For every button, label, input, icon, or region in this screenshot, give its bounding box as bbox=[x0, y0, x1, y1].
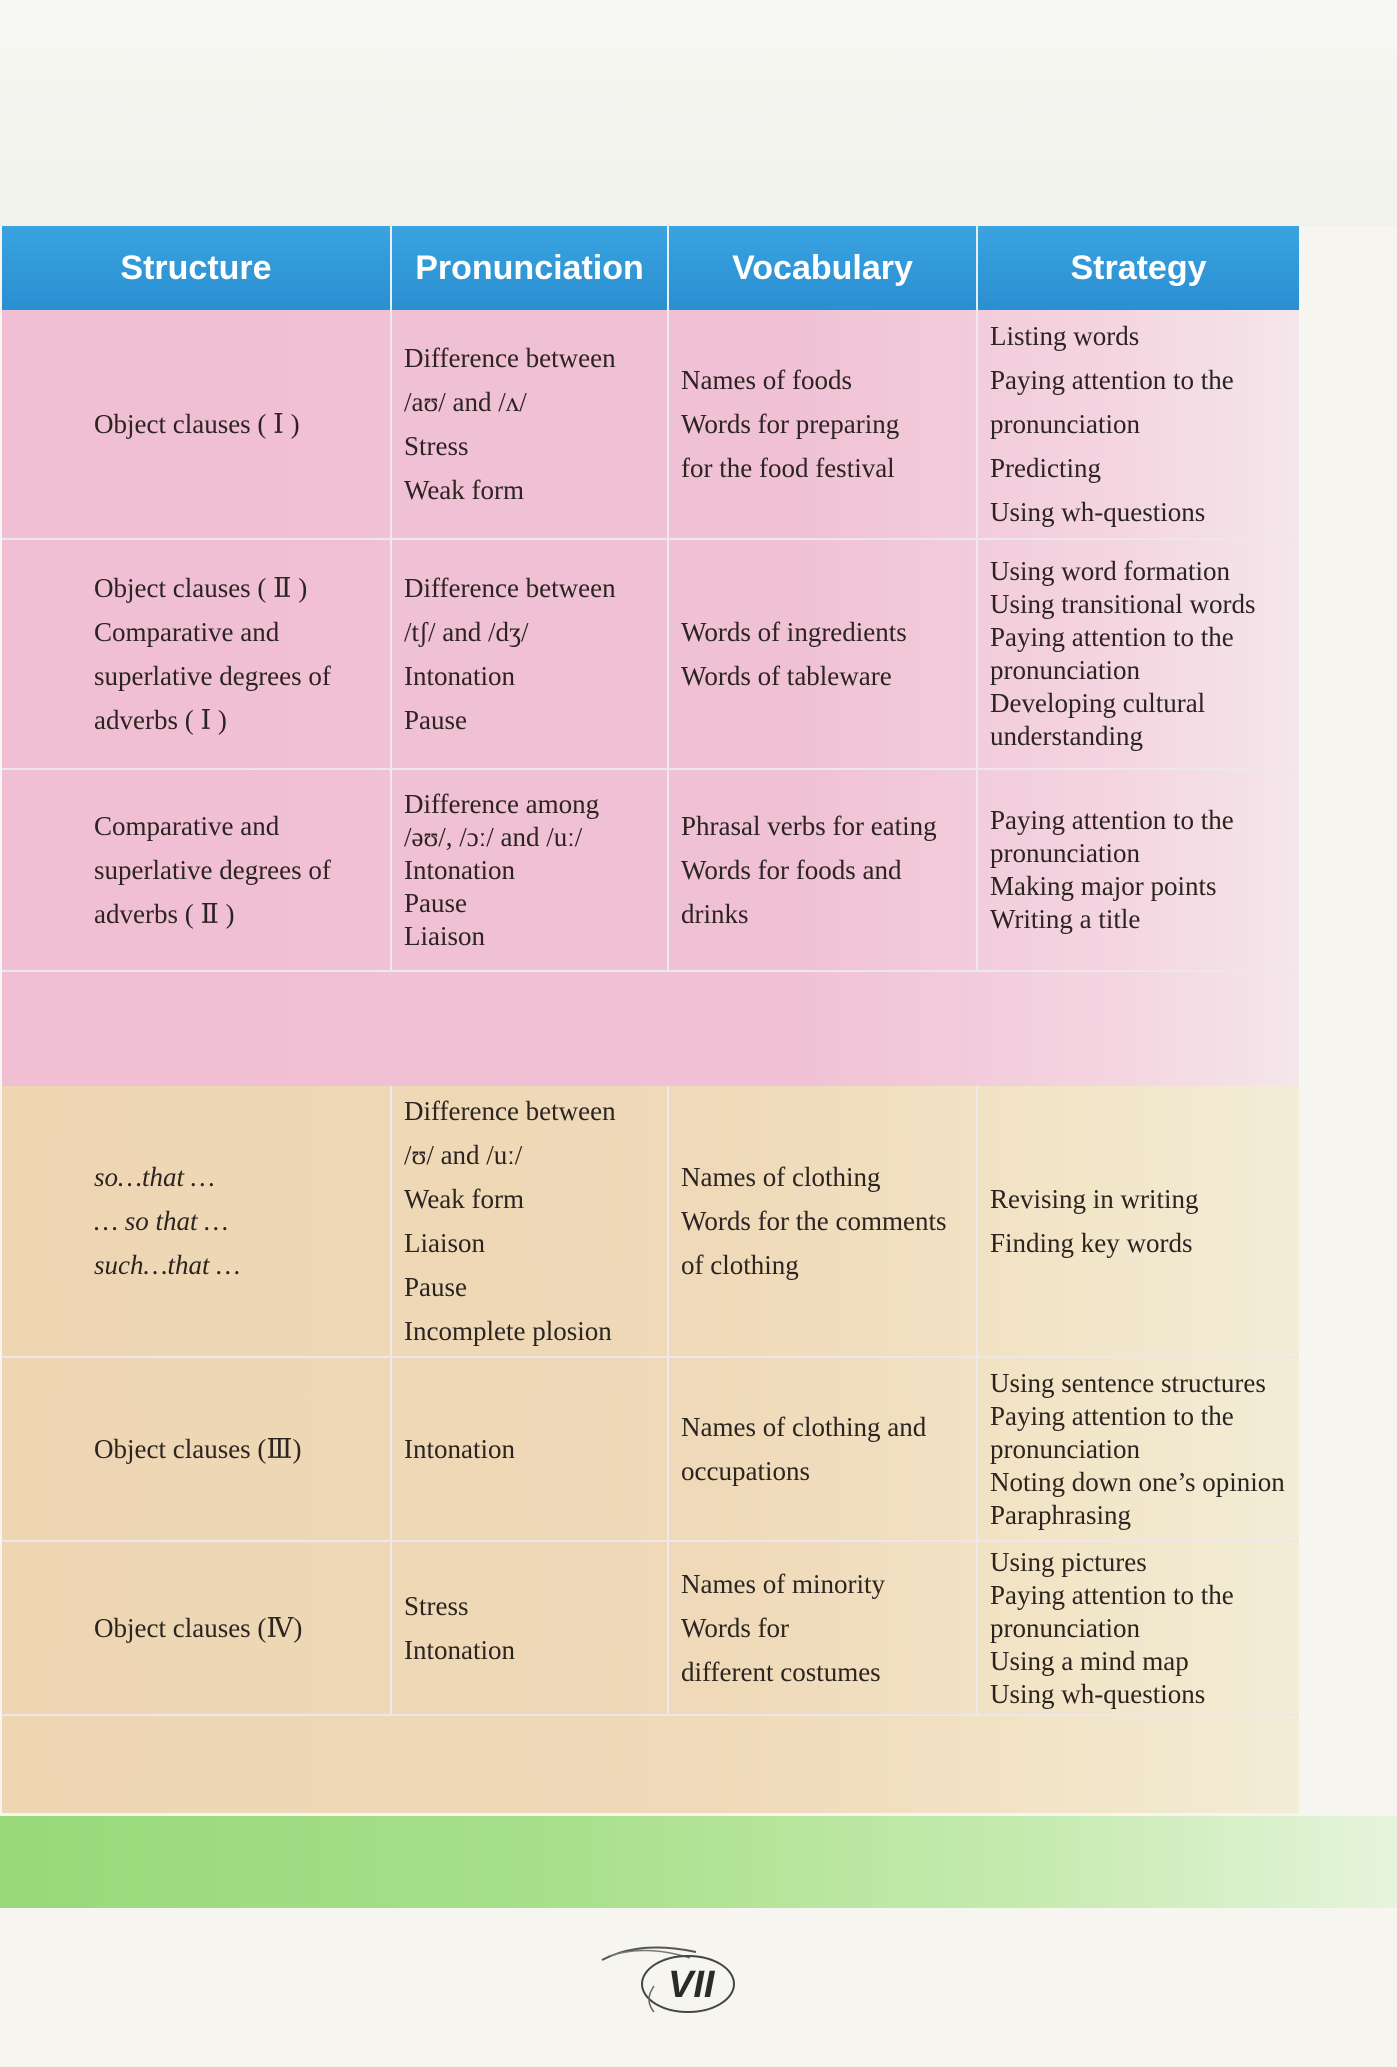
table-row bbox=[2, 310, 1299, 540]
table-row bbox=[2, 1358, 1299, 1542]
table-row bbox=[2, 540, 1299, 770]
section-footer-band bbox=[2, 1716, 1299, 1813]
vocabulary-cell: Names of clothing Words for the comments of clothing bbox=[669, 1086, 978, 1356]
header-strategy: Strategy bbox=[1070, 248, 1207, 287]
header-pronunciation: Pronunciation bbox=[392, 226, 669, 310]
table-row bbox=[2, 1542, 1299, 1716]
pronunciation-cell: Difference between /ʊ/ and /uː/ Weak form Liaison Pause Incomplete plosion bbox=[392, 1086, 669, 1356]
table-row bbox=[2, 1086, 1299, 1358]
structure-cell: Comparative and superlative degrees of adverbs ( Ⅱ ) bbox=[2, 770, 392, 970]
strategy-cell: Using word formation Using transitional words Paying attention to the pronunciation Developing cultural understanding bbox=[990, 556, 1256, 751]
pronunciation-cell: Difference between /tʃ/ and /dʒ/ Intonation Pause bbox=[392, 540, 669, 768]
strategy-cell: Listing words Paying attention to the pronunciation Predicting Using wh-questions bbox=[990, 321, 1234, 527]
vocabulary-cell: Names of clothing and occupations bbox=[669, 1358, 978, 1540]
syllabus-table bbox=[2, 226, 1299, 1813]
structure-cell: Object clauses ( Ⅰ ) bbox=[2, 310, 392, 538]
vocabulary-cell: Words of ingredients Words of tableware bbox=[669, 540, 978, 768]
structure-cell: Object clauses (Ⅲ) bbox=[2, 1358, 392, 1540]
section-divider bbox=[2, 972, 1299, 1086]
page-number-badge bbox=[600, 1938, 740, 2028]
structure-cell: so…that … … so that … such…that … bbox=[2, 1086, 392, 1356]
strategy-cell: Using pictures Paying attention to the pronunciation Using a mind map Using wh-questions bbox=[990, 1546, 1234, 1709]
strategy-cell: Using sentence structures Paying attention to the pronunciation Noting down one’s opinion Paraphrasing bbox=[990, 1367, 1285, 1530]
table-row bbox=[2, 770, 1299, 972]
pronunciation-cell: Difference among /əʊ/, /ɔː/ and /uː/ Intonation Pause Liaison bbox=[392, 770, 669, 970]
pronunciation-cell: Difference between /aʊ/ and /ʌ/ Stress Weak form bbox=[392, 310, 669, 538]
strategy-cell: Revising in writing Finding key words bbox=[990, 1184, 1199, 1258]
page-number: VII bbox=[668, 1964, 715, 2006]
structure-cell: Object clauses (Ⅳ) bbox=[2, 1542, 392, 1714]
header-structure: Structure bbox=[2, 226, 392, 310]
vocabulary-cell: Names of foods Words for preparing for the food festival bbox=[669, 310, 978, 538]
top-margin bbox=[0, 0, 1397, 226]
strategy-cell: Paying attention to the pronunciation Making major points Writing a title bbox=[990, 805, 1234, 934]
decorative-band bbox=[0, 1816, 1397, 1908]
pronunciation-cell: Stress Intonation bbox=[392, 1542, 669, 1714]
table-header bbox=[2, 226, 1299, 310]
vocabulary-cell: Names of minority Words for different costumes bbox=[669, 1542, 978, 1714]
vocabulary-cell: Phrasal verbs for eating Words for foods and drinks bbox=[669, 770, 978, 970]
pronunciation-cell: Intonation bbox=[392, 1358, 669, 1540]
header-vocabulary: Vocabulary bbox=[669, 226, 978, 310]
structure-cell: Object clauses ( Ⅱ ) Comparative and superlative degrees of adverbs ( Ⅰ ) bbox=[2, 540, 392, 768]
